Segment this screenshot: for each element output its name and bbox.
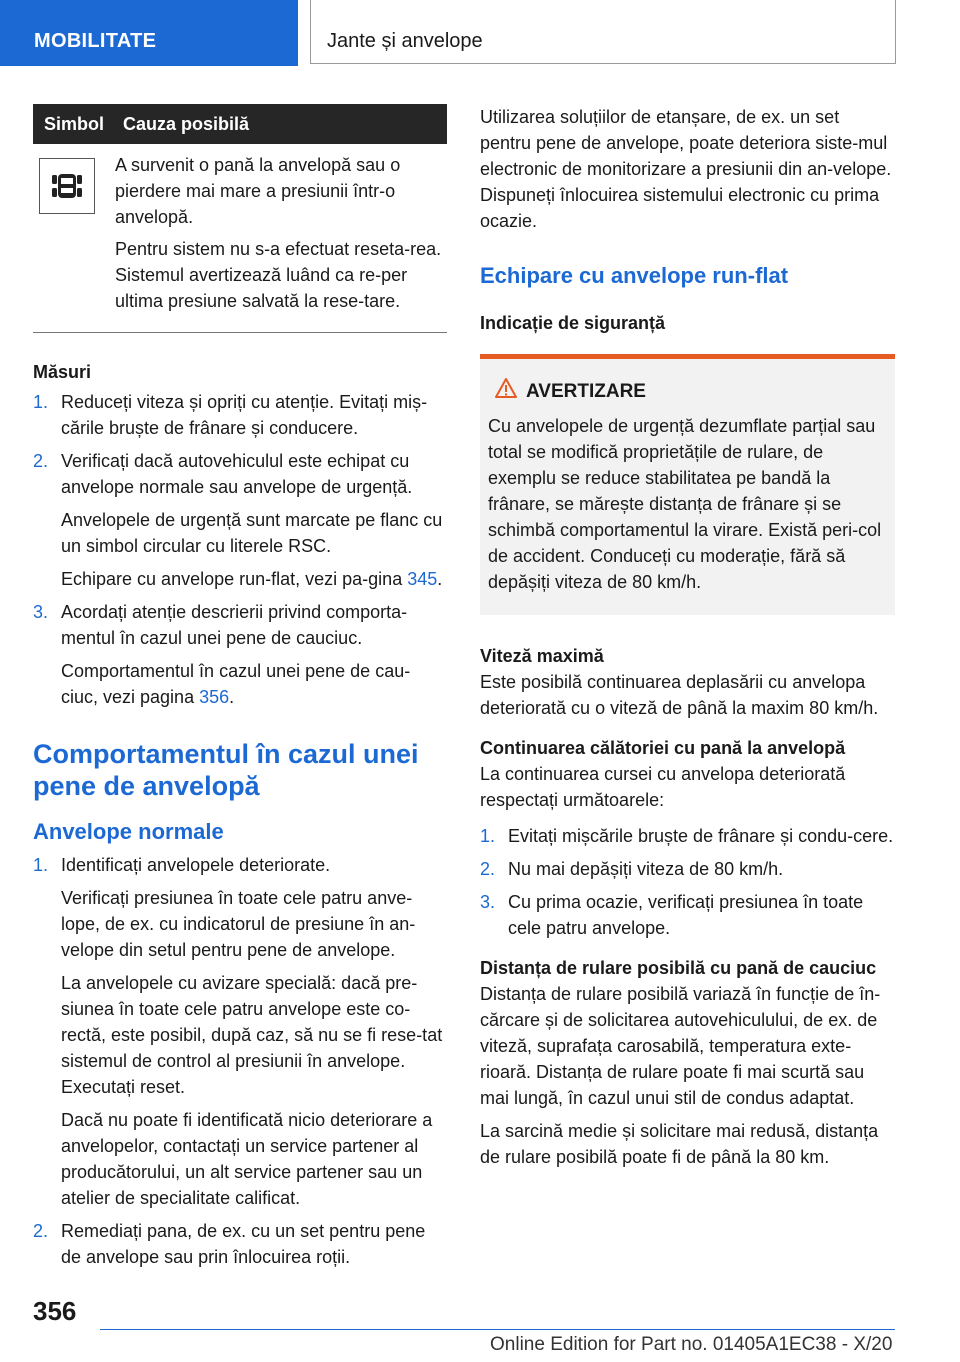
continue-title: Continuarea călătoriei cu pană la anvelopă	[480, 738, 846, 758]
tire-pressure-car-icon	[39, 158, 95, 214]
step-text: Cu prima ocazie, verificați presiunea în toate cele patru anvelope.	[508, 892, 864, 938]
warning-box	[480, 354, 895, 615]
section-title: Comportamentul în cazul unei pene de anvelopă	[33, 739, 419, 801]
symbol-cell	[33, 144, 115, 333]
list-item	[33, 852, 447, 1211]
warning-triangle-icon	[494, 377, 518, 407]
step-number: 3.	[33, 602, 49, 622]
step-number: 1.	[480, 826, 496, 846]
vmax-title: Viteză maximă	[480, 646, 604, 666]
measures-title: Măsuri	[33, 362, 92, 382]
list-item	[480, 856, 895, 882]
distance-text: La sarcină medie și solicitare mai redusă, distanța de rulare posibilă poate fi de până la 80 km.	[480, 1121, 879, 1167]
left-column	[33, 104, 447, 1277]
measures-list	[33, 389, 447, 710]
page-header	[0, 0, 960, 66]
safety-title: Indicație de siguranță	[480, 313, 666, 333]
cause-text: Pentru sistem nu s-a efectuat reseta-rea. Sistemul avertizează luând ca re-per ultima presiune salvată la rese-tare.	[115, 239, 442, 311]
subsection-title: Anvelope normale	[33, 819, 224, 844]
step-text: Acordați atenție descrierii privind comporta-mentul în cazul unei pene de cauciuc.	[61, 602, 408, 648]
step-text: Identificați anvelopele deteriorate.	[61, 855, 331, 875]
list-item	[33, 448, 447, 592]
step-text: Reduceți viteza și opriți cu atenție. Evitați miș-cările bruște de frânare și conducere.	[61, 392, 428, 438]
section-tab: MOBILITATE	[0, 0, 298, 66]
list-item	[33, 389, 447, 441]
step-text: Dacă nu poate fi identificată nicio deteriorare a anvelopelor, contactați un service partener al producătorului, un alt service partener sau un atelier de specialitate calificat.	[61, 1110, 433, 1208]
step-text: Evitați mișcările bruște de frânare și condu-cere.	[508, 826, 894, 846]
step-text: Comportamentul în cazul unei pene de cau-ciuc, vezi pagina 356.	[61, 661, 411, 707]
page-link-345[interactable]: 345	[407, 569, 438, 589]
normal-tires-list	[33, 852, 447, 1270]
symbol-table	[33, 104, 447, 333]
col-header-cause: Cauza posibilă	[115, 104, 447, 144]
step-number: 2.	[480, 859, 496, 879]
cause-text: A survenit o pană la anvelopă sau o pierdere mai mare a presiunii într-o anvelopă.	[115, 155, 401, 227]
runflat-title: Echipare cu anvelope run-flat	[480, 263, 789, 288]
distance-text: Distanța de rulare posibilă variază în funcție de în-cărcare și de solicitarea autovehiculului, de ex. de viteză, suprafața carosabilă, temperatura exte-rioară. Distanța de rulare poate fi mai scurtă sau mai lungă, în cazul unui stil de condus adaptat.	[480, 984, 881, 1108]
sealant-note: Utilizarea soluțiilor de etanșare, de ex. un set pentru pene de anvelope, poate deteriora siste-mul electronic de monitorizare a presiunii din an-velope. Dispuneți înlocuirea sistemului electronic cu prima ocazie.	[480, 107, 892, 231]
step-text: Verificați dacă autovehiculul este echipat cu anvelope normale sau anvelope de urgență.	[61, 451, 413, 497]
right-column	[480, 104, 895, 1170]
step-text: Nu mai depășiți viteza de 80 km/h.	[508, 859, 784, 879]
step-text: Anvelopele de urgență sunt marcate pe flanc cu un simbol circular cu literele RSC.	[61, 510, 443, 556]
step-text: La anvelopele cu avizare specială: dacă pre-siunea în toate cele patru anvelope este co-rectă, este posibil, după caz, să nu se fi rese-tat sistemul de control al presiunii în anvelope. Executați reset.	[61, 973, 443, 1097]
step-number: 3.	[480, 892, 496, 912]
cause-cell	[115, 144, 447, 333]
page-link-356[interactable]: 356	[199, 687, 230, 707]
list-item	[33, 1218, 447, 1270]
footer-divider	[100, 1329, 895, 1330]
warning-text: Cu anvelopele de urgență dezumflate parțial sau total se modifică proprietățile de rulare, de exemplu se reduce stabilitatea pe bandă la frânare, se mărește distanța de frânare și se schimbă comportamentul la virare. Există peri-col de accident. Conduceți cu moderație, fără să depășiți viteza de 80 km/h.	[488, 416, 882, 592]
vmax-text: Este posibilă continuarea deplasării cu anvelopa deteriorată cu o viteză de până la maxim 80 km/h.	[480, 672, 879, 718]
list-item	[480, 889, 895, 941]
page-number: 356	[33, 1296, 77, 1326]
table-row	[33, 144, 447, 333]
step-text: Verificați presiunea în toate cele patru anve-lope, de ex. cu indicatorul de presiune în an-velope din setul pentru pene de anvelope.	[61, 888, 416, 960]
step-number: 1.	[33, 392, 49, 412]
step-number: 1.	[33, 855, 49, 875]
col-header-symbol: Simbol	[33, 104, 115, 144]
edition-text: Online Edition for Part no. 01405A1EC38 - X/20	[490, 1334, 893, 1355]
distance-title: Distanța de rulare posibilă cu pană de cauciuc	[480, 958, 877, 978]
step-text: Remediați pana, de ex. cu un set pentru pene de anvelope sau prin înlocuirea roții.	[61, 1221, 426, 1267]
list-item	[480, 823, 895, 849]
step-number: 2.	[33, 451, 49, 471]
step-text: Echipare cu anvelope run-flat, vezi pa-gina 345.	[61, 569, 443, 589]
list-item	[33, 599, 447, 710]
continue-list	[480, 823, 895, 941]
continue-text: La continuarea cursei cu anvelopa deteriorată respectați următoarele:	[480, 764, 846, 810]
step-number: 2.	[33, 1221, 49, 1241]
chapter-title: Jante și anvelope	[310, 0, 896, 64]
warning-title: AVERTIZARE	[526, 381, 646, 402]
